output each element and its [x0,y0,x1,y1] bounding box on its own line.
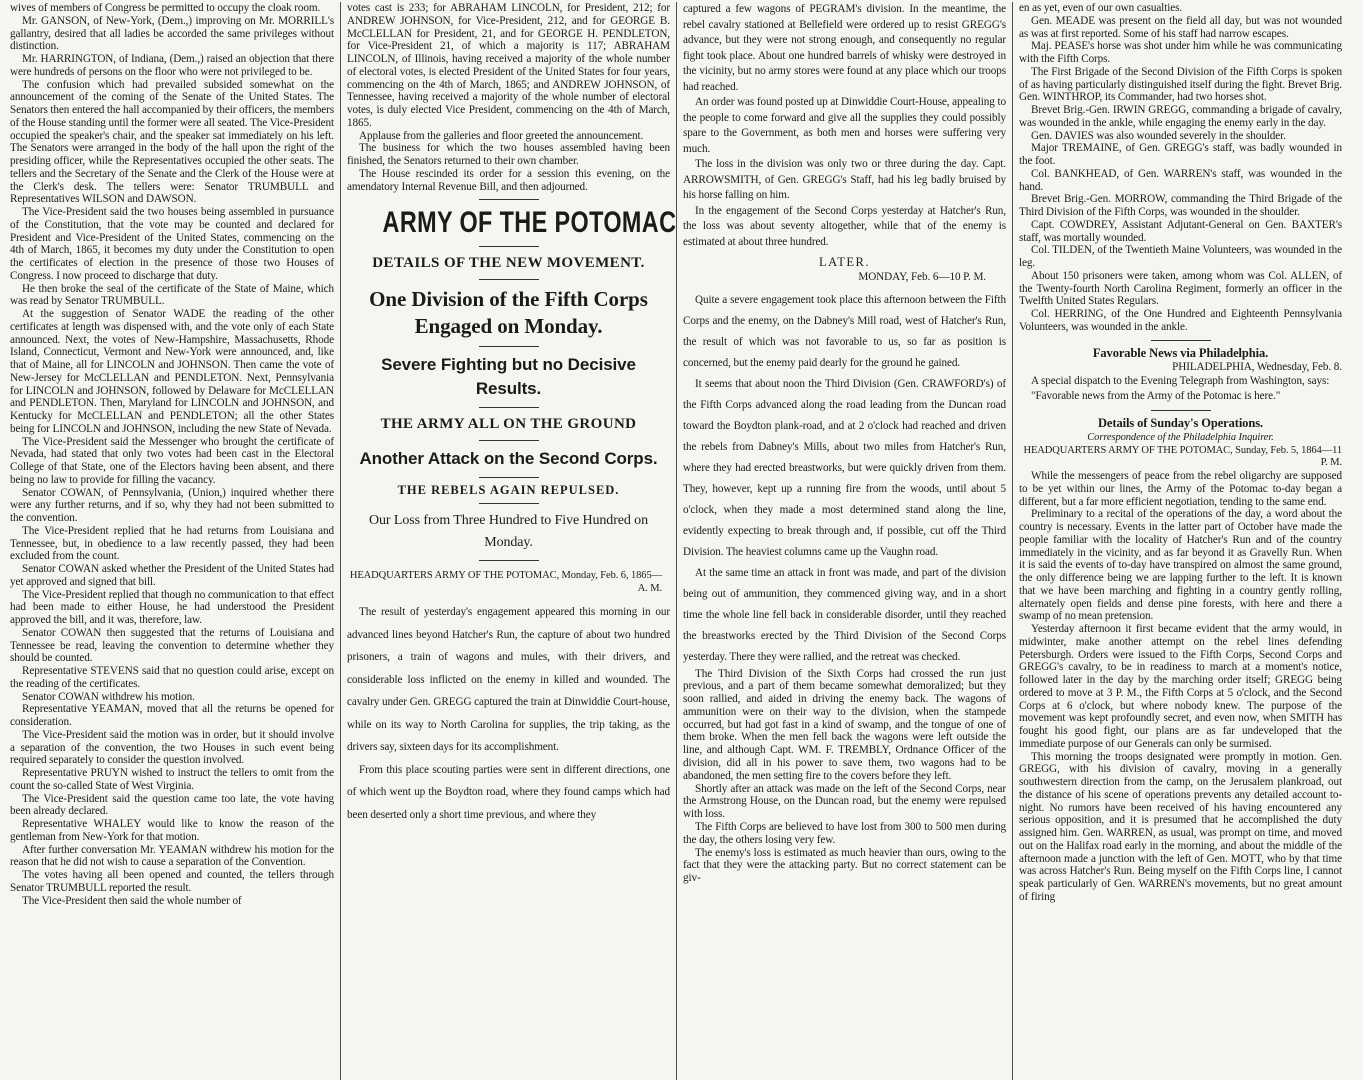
article-paragraph: votes cast is 233; for ABRAHAM LINCOLN, for President, 212; for ANDREW JOHNSON, for Vice-President, 212, and for GEORGE B. McCLELLAN for President, 21, and for GEORGE H. PENDLETON, for Vice-President 21, of which a majority is 117; ABRAHAM LINCOLN, of Illinois, having received a majority of the whole number of electoral votes, is elected President of the United States for four years, commencing on the 4th of March, 1865; and ANDREW JOHNSON, of Tennessee, having received a majority of the whole number of electoral votes, is duly elected Vice President, commencing on the 4th of March, 1865. [347,2,670,129]
column-3 [676,2,1012,1080]
article-paragraph: Mr. HARRINGTON, of Indiana, (Dem.,) raised an objection that there were hundreds of persons on the floor who were not privileged to be. [10,53,334,78]
article-paragraph: Yesterday afternoon it first became evident that the army would, in midwinter, make another attempt on the rebel lines defending Petersburgh. Orders were issued to the Fifth Corps, Second Corps and GREGG's cavalry, to be in readiness to march at a moment's notice, followed later in the day by the marching order itself; GREGG being ordered to move at 3 P. M., the Fifth Corps at 5 o'clock, and the Second Corps at 6 o'clock, but where nobody knew. The purpose of the movement was kept profoundly secret, and even now, when SMITH has fought his good fight, our plans are as far undeveloped that the immediate purpose of our Generals can only be surmised. [1019,623,1342,750]
divider [479,407,539,408]
article-paragraph: The Vice-President then said the whole number of [22,894,242,907]
article-paragraph: At the suggestion of Senator WADE the reading of the other certificates at length was dispensed with, and the vote only of each State announced. Next, the votes of New-Hampshire, Massachusetts, Rhode Island, Connecticut, Vermont and New-York were announced, and, like that of Maine, all for LINCOLN and JOHNSON. Then came the vote of New-Jersey for McCLELLAN and PENDLETON. Next, Pennsylvania for LINCOLN and JOHNSON, followed by Delaware for McCLELLAN and PENDLETON. Then, Maryland for LINCOLN and JOHNSON, and Kentucky for McCLELLAN and PENDLETON; all the other States being for LINCOLN and JOHNSON, including the new State of Nevada. [10,308,334,435]
article-paragraph: Gen. DAVIES was also wounded severely in the shoulder. [1031,129,1286,142]
dateline: PHILADELPHIA, Wednesday, Feb. 8. [1172,361,1342,374]
article-paragraph: Applause from the galleries and floor greeted the announcement. [359,129,644,142]
column-4 [1012,2,1348,1080]
article-paragraph: Representative YEAMAN, moved that all the returns be opened for consideration. [10,703,334,728]
article-paragraph: Col. TILDEN, of the Twentieth Maine Volunteers, was wounded in the leg. [1019,244,1342,269]
article-paragraph: Major TREMAINE, of Gen. GREGG's staff, was badly wounded in the foot. [1019,142,1342,167]
dateline: HEADQUARTERS ARMY OF THE POTOMAC, Sunday, Feb. 5, 1864—11 P. M. [1023,444,1342,469]
article-paragraph: The result of yesterday's engagement appeared this morning in our advanced lines beyond Hatcher's Run, the capture of about two hundred prisoners, a train of wagons and mules, with their drivers, and considerable loss inflicted on the enemy in killed and wounded. The cavalry under Gen. GREGG captured the train at Dinwiddie Court-house, while on its way to North Carolina for supplies, the trip taking, as the drivers say, sixteen days for its accomplishment. [347,606,670,753]
article-paragraph: wives of members of Congress be permitted to occupy the cloak room. [10,2,321,14]
article-paragraph: While the messengers of peace from the rebel oligarchy are supposed to be yet within our lines, the Army of the Potomac to-day began a different, but a far more efficient negotiation, tending to the same end. [1019,470,1342,508]
article-paragraph: Quite a severe engagement took place this afternoon between the Fifth Corps and the enemy, on the Dabney's Mill road, west of Hatcher's Run, the result of which was not favorable to us, so far as position is concerned, but the enemy paid dearly for the ground he gained. [683,293,1006,369]
article-paragraph: Representative WHALEY would like to know the reason of the gentleman from New-York for that motion. [10,818,334,843]
divider [479,246,539,247]
article-paragraph: Brevet Brig.-Gen. MORROW, commanding the Third Brigade of the Third Division of the Fifth Corps, was wounded in the shoulder. [1019,193,1342,218]
headline-deck: Severe Fighting but no Decisive Results. [381,355,636,399]
article-paragraph: Mr. GANSON, of New-York, (Dem.,) improving on Mr. MORRILL's gallantry, desired that all ladies be accorded the same privileges without distinction. [10,14,334,53]
headline-block [347,199,676,561]
article-paragraph: The Vice-President replied that though no communication to that effect had been made to either House, he had understood the President approved the bill, and it was, therefore, law. [10,588,334,626]
article-paragraph: Senator COWAN asked whether the President of the United States had yet approved and signed that bill. [10,563,334,588]
article-paragraph: Senator COWAN then suggested that the returns of Louisiana and Tennessee be read, leaving the convention to determine whether they should be counted. [10,626,334,665]
column-1 [4,2,340,1080]
article-paragraph: Brevet Brig.-Gen. IRWIN GREGG, commanding a brigade of cavalry, was wounded in the ankle, while engaging the enemy early in the day. [1019,104,1342,129]
divider [479,477,539,478]
article-paragraph: After further conversation Mr. YEAMAN withdrew his motion for the reason that he did not wish to cause a separation of the Convention. [10,843,334,869]
article-paragraph: captured a few wagons of PEGRAM's division. In the meantime, the rebel cavalry stationed at Bellefield were ordered up to resist GREGG's advance, but they were not strong enough, and consequently no regular fight took place. About one hundred barrels of whisky were destroyed in the vicinity, but no army stores were found at any place which our troops had reached. [683,3,1006,93]
article-paragraph: The votes having all been opened and counted, the tellers through Senator TRUMBULL reported the result. [10,869,334,894]
article-paragraph: The loss in the division was only two or three during the day. Capt. ARROWSMITH, of Gen. GREGG's Staff, had his leg badly bruised by his horse falling on him. [683,158,1006,201]
divider [479,503,539,504]
headline-deck: Our Loss from Three Hundred to Five Hundred on Monday. [369,513,648,550]
article-paragraph: The Third Division of the Sixth Corps had crossed the run just previous, and a part of them became somewhat demoralized; but they soon rallied, and aided in driving the enemy back. The wagons of ammunition were on their way to the division, when the stampede occurred, but had got fast in a kind of swamp, and the tongue of one of them broke. When the men fell back the wagons were left outside the line, and although Capt. WM. F. TREMBLY, Ordnance Officer of the division, did all in his power to save them, two wagons had to be abandoned, the men setting fire to the covers before they left. [683,667,1006,782]
section-heading-details: Details of Sunday's Operations. [1098,416,1263,430]
article-paragraph: The business for which the two houses assembled having been finished, the Senators returned to their own chamber. [347,142,670,167]
article-paragraph: The House rescinded its order for a session this evening, on the amendatory Internal Revenue Bill, and then adjourned. [347,167,670,193]
article-paragraph: en as yet, even of our own casualties. [1019,2,1183,14]
article-paragraph: Maj. PEASE's horse was shot under him while he was communicating with the Fifth Corps. [1019,40,1342,65]
article-paragraph: In the engagement of the Second Corps yesterday at Hatcher's Run, the loss was about seventy altogether, while that of the enemy is estimated at about three hundred. [683,204,1006,248]
headline-deck: Another Attack on the Second Corps. [359,449,658,469]
headline-deck: DETAILS OF THE NEW MOVEMENT. [372,255,645,272]
article-paragraph: Senator COWAN, of Pennsylvania, (Union,) inquired whether there were any further returns, and if so, why they had not been submitted to the convention. [10,486,334,524]
column-2 [340,2,676,1080]
section-heading-favorable-news: Favorable News via Philadelphia. [1092,345,1269,360]
article-paragraph: This morning the troops designated were promptly in motion. Gen. GREGG, with his division of cavalry, moving in a generally southwestern direction from the camp, on the Jerusalem plankroad, out the distance of his scene of operations prevents any detailed account to-night. No rumors have been received of his having encountered any serious opposition, and it is presumed that he accomplished the duty assigned him. Gen. WARREN, as usual, was prompt on time, and moved out on the Halifax road early in the morning, and about the middle of the afternoon made a junction with the left of Gen. MOTT, who by that time was across Hatcher's Run. Being myself on the Fifth Corps line, I cannot speak particularly of Gen. WARREN's movements, but no great amount of firing [1019,750,1342,903]
headline-deck: THE ARMY ALL ON THE GROUND [380,416,637,433]
article-paragraph: The enemy's loss is estimated as much heavier than ours, owing to the fact that they were the attacking party. But no correct statement can be giv- [683,846,1006,885]
article-paragraph: The Vice-President replied that he had returns from Louisiana and Tennessee, but, in obedience to a law recently passed, they had been excluded from the count. [10,524,334,563]
article-paragraph: Representative PRUYN wished to instruct the tellers to omit from the count the so-called State of West Virginia. [10,767,334,792]
article-paragraph: Senator COWAN withdrew his motion. [22,690,195,703]
article-paragraph: Col. BANKHEAD, of Gen. WARREN's staff, was wounded in the hand. [1019,167,1342,193]
article-paragraph: At the same time an attack in front was made, and part of the division being out of ammunition, they commenced giving way, and in a short time the whole line fell back in considerable disorder, until they reached the breastworks erected by the Third Division of the Second Corps yesterday. There they were rallied, and the retreat was checked. [683,566,1006,663]
article-paragraph: The First Brigade of the Second Division of the Fifth Corps is spoken of as having particularly distinguished itself during the fight. Brevet Brig. Gen. WINTHROP, its Commander, had two horses shot. [1019,65,1342,104]
article-paragraph: The Vice-President said the Messenger who brought the certificate of Nevada, had stated that only two votes had been cast in the Electoral College of that State, one of the Electors having been absent, and there being no law to provide for filling the vacancy. [10,435,334,486]
article-paragraph: Shortly after an attack was made on the left of the Second Corps, near the Armstrong House, on the Duncan road, but the enemy were repulsed with loss. [683,782,1006,821]
article-paragraph: Gen. MEADE was present on the field all day, but was not wounded as was at first reported. Some of his staff had narrow escapes. [1019,14,1342,40]
section-heading-later: LATER. [818,255,870,269]
article-paragraph: The Vice-President said the question came too late, the vote having been already declared. [10,792,334,818]
article-paragraph: The confusion which had prevailed subsided somewhat on the announcement of the coming of the Senate of the United States. The Senators then entered the hall accompanied by their officers, the members of the House standing until the former were all seated. The Vice-President occupied the speaker's chair, and the speaker sat immediately on his left. The Senators were arranged in the body of the hall upon the right of the presiding officer, while the Representatives occupied the other seats. The tellers and the Secretary of the Senate and the Clerk of the House were at the Clerk's desk. The tellers were: Senator TRUMBULL and Representatives WILSON and DAWSON. [10,78,334,206]
article-paragraph: "Favorable news from the Army of the Potomac is here." [1031,390,1281,402]
article-paragraph: Col. HERRING, of the One Hundred and Eighteenth Pennsylvania Volunteers, was wounded in the ankle. [1019,308,1342,333]
article-paragraph: Preliminary to a recital of the operations of the day, a word about the country is necessary. Events in the latter part of October have made the people familiar with the locality of Hatcher's Run and of the country immediately in the vicinity, and as far beyond it as Gravelly Run. When it is said the events of to-day have transpired on almost the same ground, the only difference being we are lapping further to the left. It is known that we have been marching and fighting in a country gently rolling, alternately open fields and dense pine forests, with here and there a swamp of no mean pretension. [1019,508,1342,623]
article-paragraph: From this place scouting parties were sent in different directions, one of which went up the Boydton road, where they found camps which had been deserted only a short time previous, and where they [347,763,670,821]
divider [1151,410,1211,411]
article-paragraph: He then broke the seal of the certificate of the State of Maine, which was read by Senator TRUMBULL. [10,282,334,308]
divider [479,560,539,561]
article-paragraph: About 150 prisoners were taken, among whom was Col. ALLEN, of the Twenty-fourth North Carolina Regiment, formerly an officer in the Twelfth United States Regulars. [1019,269,1342,308]
article-paragraph: The Vice-President said the two houses being assembled in pursuance of the Constitution, that the vote may be counted and declared for President and Vice-President of the United States, commencing on the 4th of March, 1865, it becomes my duty under the Constitution to open the certificates of election in the presence of those two Houses of Congress. I now proceed to discharge that duty. [10,206,334,282]
headline-deck: THE REBELS AGAIN REPULSED. [397,483,620,498]
dateline: MONDAY, Feb. 6—10 P. M. [858,270,986,283]
dateline: HEADQUARTERS ARMY OF THE POTOMAC, Monday, Feb. 6, 1865—A. M. [349,570,662,594]
divider [479,279,539,280]
article-paragraph: Representative STEVENS said that no question could arise, except on the reading of the certificates. [10,665,334,690]
headline-deck: One Division of the Fifth Corps Engaged on Monday. [369,287,648,339]
article-paragraph: It seems that about noon the Third Division (Gen. CRAWFORD's) of the Fifth Corps advanced along the road leading from the Duncan road toward the Boydton plank-road, and at 2 o'clock had reached and driven the rebels from Dabney's Mills, about two miles from Hatcher's Run, where they had erected breastworks, but were quickly driven from them. They, however, kept up a running fire from the woods, until about 5 o'clock, when they made a most determined stand along the line, evidently expecting to break through and, if possible, cut off the Third Division. The heaviest columns came up the Vaughn road. [683,377,1006,558]
article-paragraph: An order was found posted up at Dinwiddie Court-House, appealing to the people to come forward and give all the supplies they could possibly spare to the Government, as both men and horses were suffering very much. [683,96,1006,155]
divider [479,199,539,200]
article-paragraph: A special dispatch to the Evening Telegraph from Washington, says: [1031,375,1330,387]
article-paragraph: The Fifth Corps are believed to have lost from 300 to 500 men during the day, the others losing very few. [683,821,1006,846]
divider [479,346,539,347]
divider [479,440,539,441]
article-paragraph: Capt. COWDREY, Assistant Adjutant-General on Gen. BAXTER's staff, was mortally wounded. [1019,218,1342,244]
main-headline: ARMY OF THE POTOMAC [382,206,676,240]
article-paragraph: The Vice-President said the motion was in order, but it should involve a separation of the convention, the two Houses in such event being required separately to consider the question involved. [10,728,334,767]
divider [1151,340,1211,341]
correspondence-credit: Correspondence of the Philadelphia Inquirer. [1087,431,1274,443]
